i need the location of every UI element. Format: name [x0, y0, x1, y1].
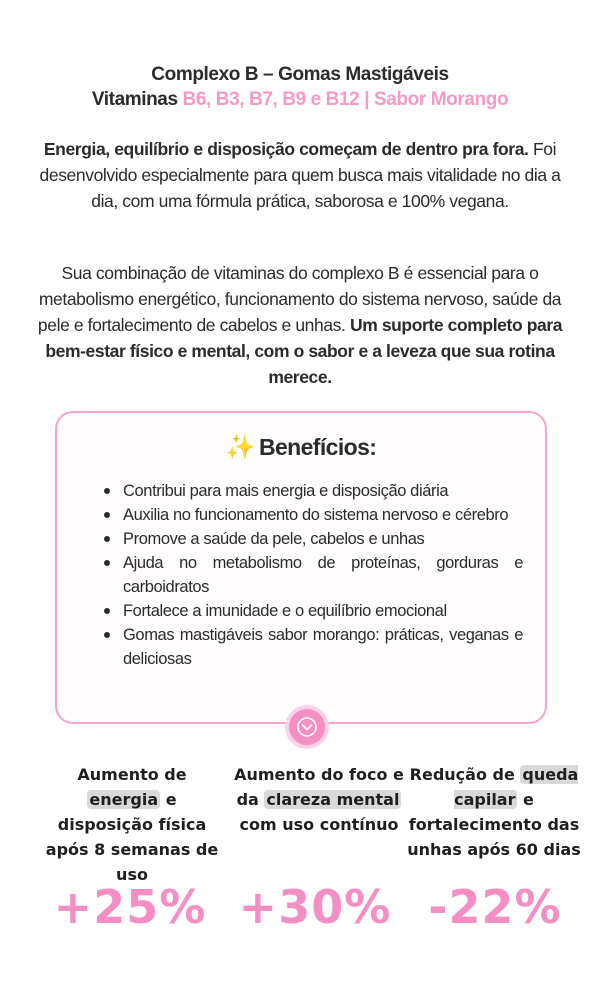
stat-highlight: energia — [89, 790, 159, 809]
stat-text: Aumento de — [77, 765, 187, 784]
benefits-title: Benefícios: — [258, 434, 377, 460]
benefit-item: Auxilia no funcionamento do sistema nervoso e cérebro — [123, 503, 523, 527]
title-line-1: Complexo B – Gomas Mastigáveis — [151, 64, 449, 85]
benefit-item: Contribui para mais energia e disposição diária — [123, 479, 523, 503]
stat-text: Aumento do foco e da — [234, 765, 404, 809]
intro-bold: Energia, equilíbrio e disposição começam de dentro pra fora. — [43, 139, 529, 159]
benefit-item: Ajuda no metabolismo de proteínas, gorduras e carboidratos — [123, 551, 523, 599]
stat-text: com uso contínuo — [239, 815, 399, 834]
benefit-item: Fortalece a imunidade e o equilíbrio emocional — [123, 599, 523, 623]
stat-energy-value: +25% — [53, 880, 207, 934]
stat-highlight: queda capilar — [454, 765, 579, 809]
intro-text: Foi desenvolvido especialmente para quem busca mais vitalidade no dia a dia, com uma fórmula prática, saborosa e 100% vegana. — [39, 139, 561, 211]
benefits-list — [123, 479, 523, 671]
stat-focus-value: +30% — [238, 880, 392, 934]
stat-text: e fortalecimento das unhas após 60 dias — [407, 790, 581, 859]
product-title — [0, 62, 600, 112]
benefits-heading — [57, 433, 545, 462]
benefits-card — [55, 411, 547, 724]
stat-energy-description — [42, 762, 222, 887]
sparkles-icon: ✨ — [225, 434, 255, 461]
title-prefix: Vitaminas — [91, 89, 183, 110]
chevron-down-icon[interactable] — [285, 705, 329, 749]
benefit-item: Promove a saúde da pele, cabelos e unhas — [123, 527, 523, 551]
description-paragraph — [30, 260, 570, 390]
intro-paragraph — [38, 136, 562, 214]
stat-focus-description — [229, 762, 409, 837]
benefit-item: Gomas mastigáveis sabor morango: práticas, veganas e deliciosas — [123, 623, 523, 671]
stat-highlight: clareza mental — [266, 790, 400, 809]
stat-hair-description — [404, 762, 584, 862]
description-text: Sua combinação de vitaminas do complexo B é essencial para o metabolismo energético, funcionamento do sistema nervoso, saúde da pele e fortalecimento de cabelos e unhas. — [37, 263, 562, 335]
description-bold: Um suporte completo para bem-estar físico e mental, com o sabor e a leveza que sua rotina merece. — [45, 315, 563, 387]
stat-text: e disposição física após 8 semanas de uso — [45, 790, 219, 884]
title-line-2 — [0, 87, 600, 112]
stat-text: Redução de — [409, 765, 521, 784]
title-vitamins-highlight: B6, B3, B7, B9 e B12 | Sabor Morango — [182, 89, 509, 110]
stat-hair-value: -22% — [428, 880, 562, 934]
